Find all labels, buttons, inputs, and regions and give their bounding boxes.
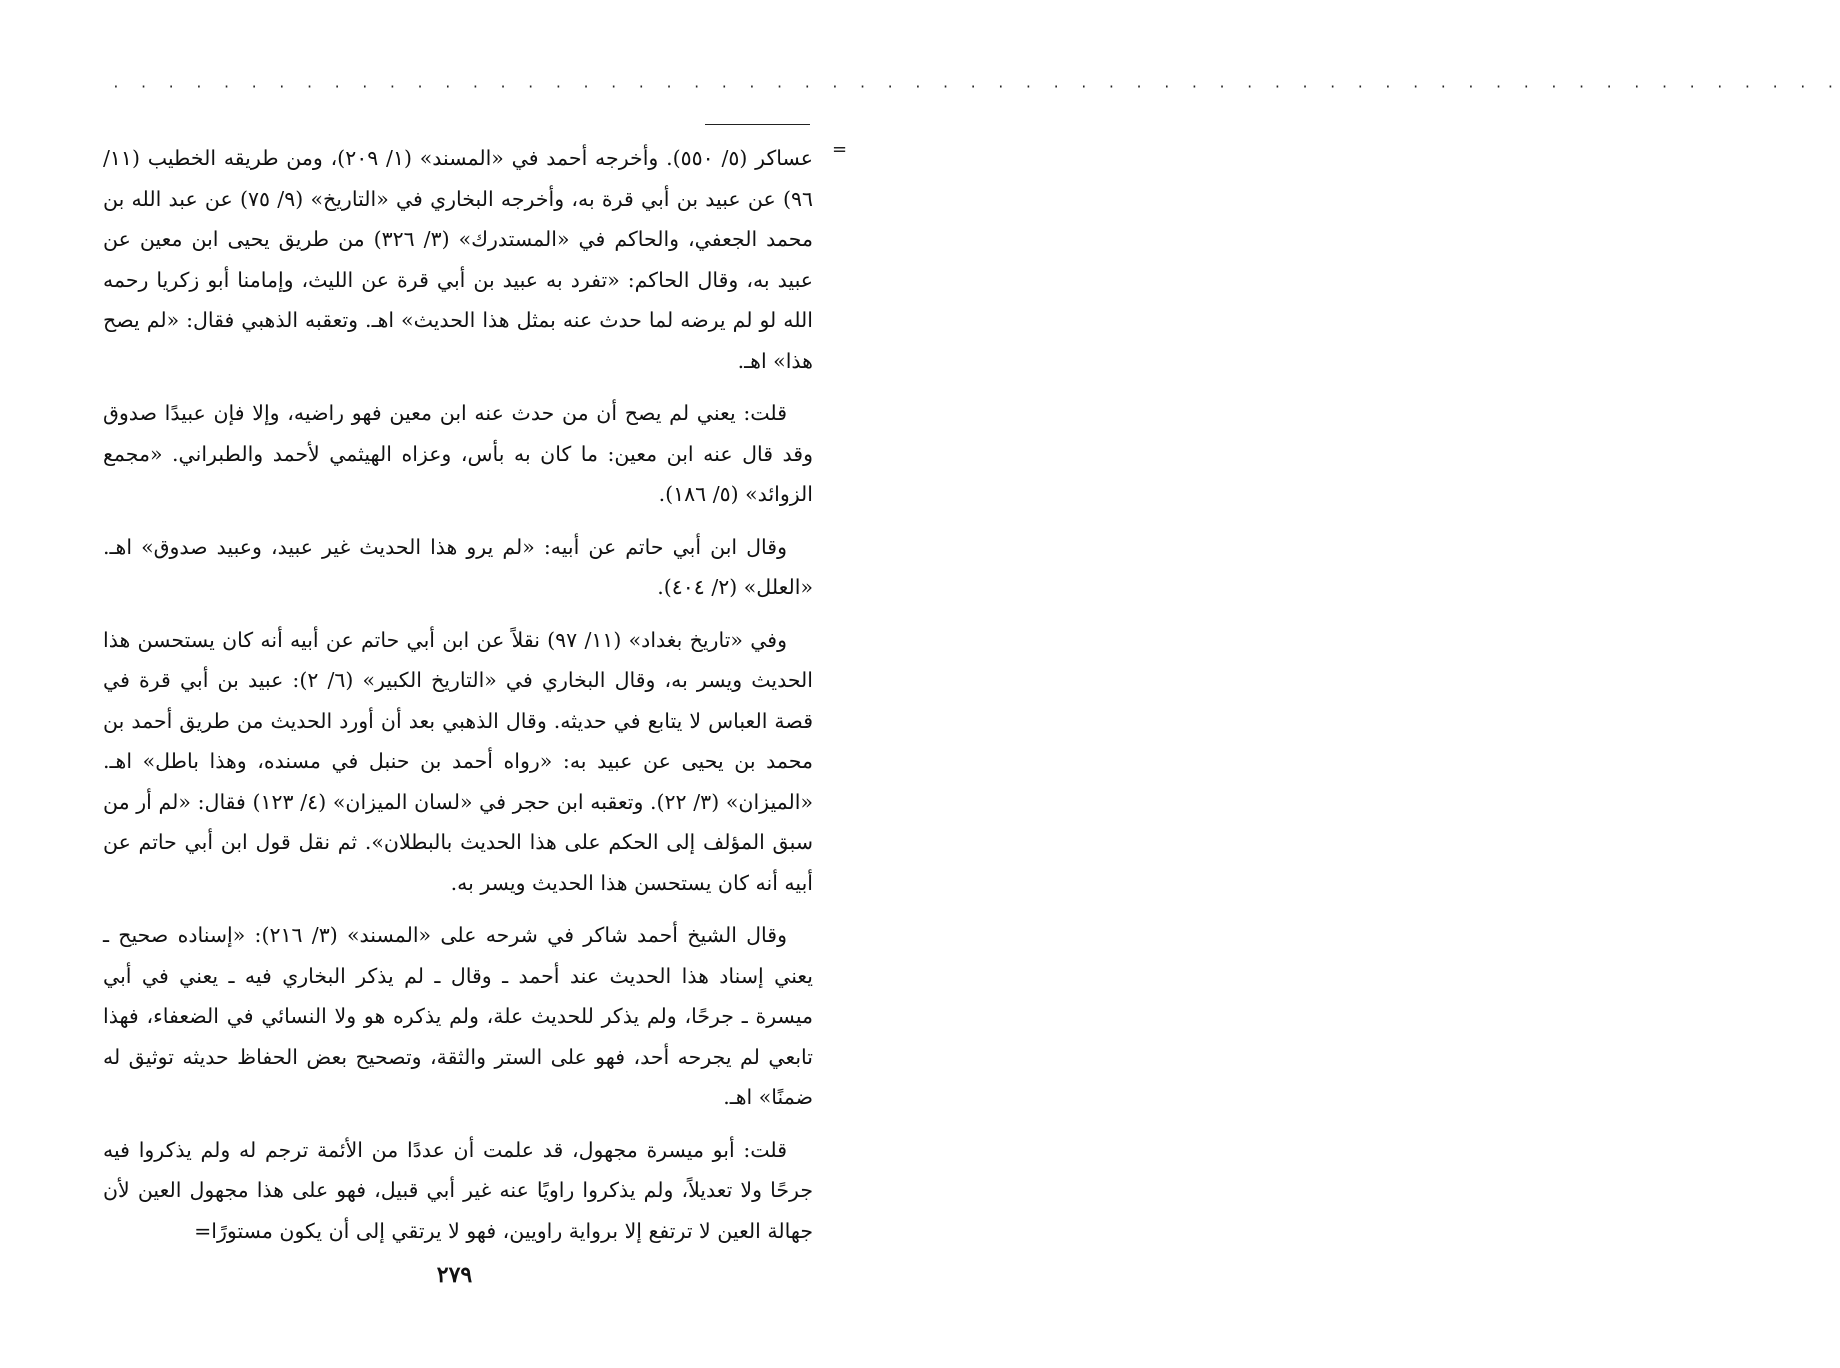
footnote-paragraph-1: عساكر (٥/ ٥٥٠). وأخرجه أحمد في «المسند» (١/ ٢٠٩)، ومن طريقه الخطيب (١١/ ٩٦) عن عبيد بن أبي قرة به، وأخرجه البخاري في «التاريخ» (٩/ ٧٥) عن عبد الله بن محمد الجعفي، والحاكم في «المستدرك» (٣/ ٣٢٦) من طريق يحيى ابن معين عن عبيد به، وقال الحاكم: «تفرد به عبيد بن أبي قرة عن الليث، وإمامنا أبو زكريا رحمه الله لو لم يرضه لما حدث عنه بمثل هذا الحديث» اهـ. وتعقبه الذهبي فقال: «لم يصح هذا» اهـ.	[103, 146, 813, 373]
page-number: ٢٧٩	[436, 1262, 473, 1288]
footnote-paragraph-4: وفي «تاريخ بغداد» (١١/ ٩٧) نقلاً عن ابن أبي حاتم عن أبيه أنه كان يستحسن هذا الحديث ويسر به، وقال البخاري في «التاريخ الكبير» (٦/ ٢): عبيد بن أبي قرة في قصة العباس لا يتابع في حديثه. وقال الذهبي بعد أن أورد الحديث من طريق أحمد بن محمد بن يحيى عن عبيد به: «رواه أحمد بن حنبل في مسنده، وهذا باطل» اهـ. «الميزان» (٣/ ٢٢). وتعقبه ابن حجر في «لسان الميزان» (٤/ ١٢٣) فقال: «لم أر من سبق المؤلف إلى الحكم على هذا الحديث بالبطلان». ثم نقل قول ابن أبي حاتم عن أبيه أنه كان يستحسن هذا الحديث ويسر به.	[103, 627, 813, 895]
footnote-body	[103, 138, 813, 1251]
footnote-paragraph-2: قلت: يعني لم يصح أن من حدث عنه ابن معين فهو راضيه، وإلا فإن عبيدًا صدوق وقد قال عنه ابن معين: ما كان به بأس، وعزاه الهيثمي لأحمد والطبراني. «مجمع الزوائد» (٥/ ١٨٦).	[103, 401, 813, 506]
continuation-mark: =	[832, 139, 848, 160]
footnote-paragraph-3: وقال ابن أبي حاتم عن أبيه: «لم يرو هذا الحديث غير عبيد، وعبيد صدوق» اهـ. «العلل» (٢/ ٤٠٤).	[103, 534, 813, 599]
footnote-rule	[705, 124, 810, 125]
footnote-divider-dots: · · · · · · · · · · · · · · · · · · · · · · · · · · · · · · · · · · · · · · · · · · · · · · · · · · · · · · · · · · · · · · ·	[112, 80, 1840, 95]
footnote-paragraph-5: وقال الشيخ أحمد شاكر في شرحه على «المسند» (٣/ ٢١٦): «إسناده صحيح ـ يعني إسناد هذا الحديث عند أحمد ـ وقال ـ لم يذكر البخاري فيه ـ يعني في أبي ميسرة ـ جرحًا، ولم يذكر للحديث علة، ولم يذكره هو ولا النسائي في الضعفاء، فهذا تابعي لم يجرحه أحد، فهو على الستر والثقة، وتصحيح بعض الحفاظ حديثه توثيق له ضمنًا» اهـ.	[103, 923, 813, 1109]
footnote-paragraph-6: قلت: أبو ميسرة مجهول، قد علمت أن عددًا من الأئمة ترجم له ولم يذكروا فيه جرحًا ولا تعديلاً، ولم يذكروا راويًا عنه غير أبي قبيل، فهو على هذا مجهول العين لأن جهالة العين لا ترتفع إلا برواية راويين، فهو لا يرتقي إلى أن يكون مستورًا=	[103, 1137, 813, 1243]
